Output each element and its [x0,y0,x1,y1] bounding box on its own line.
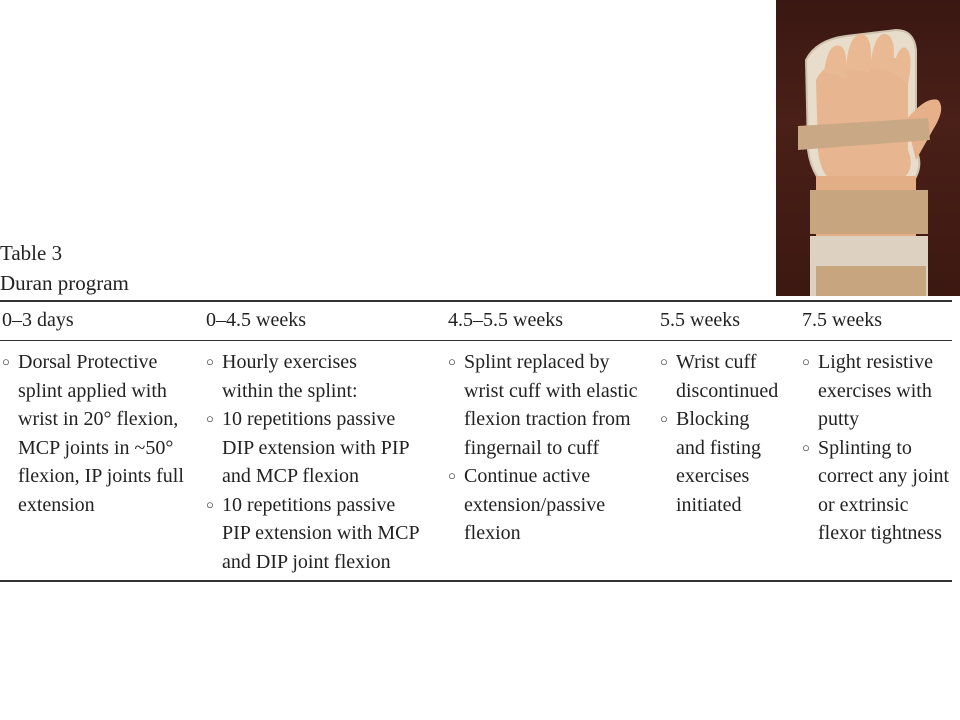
line: splint applied with [18,379,167,402]
header-0-3-days: 0–3 days [2,309,74,331]
header-0-4-5-weeks: 0–4.5 weeks [206,309,306,331]
column-7-5-weeks [802,348,958,548]
line: wrist in 20° flexion, [18,408,179,430]
line: and MCP flexion [222,465,360,487]
list-item [206,348,446,405]
list-item [448,348,653,462]
table-label: Table 3 [0,241,63,265]
bullet-circle-icon: ○ [448,468,456,483]
bullet-circle-icon: ○ [2,354,10,369]
line: wrist cuff with elastic [464,379,638,402]
list-item [660,405,790,519]
list-item [802,434,958,548]
bullet-circle-icon: ○ [660,411,668,426]
header-7-5-weeks: 7.5 weeks [802,309,882,331]
splinted-hand-photo [776,0,960,296]
table-top-rule [0,300,952,302]
line: discontinued [676,379,779,402]
line: extension [18,493,95,516]
table-title: Duran program [0,271,129,295]
hand-in-splint-icon [776,0,960,296]
column-0-3-days [2,348,192,519]
table-bottom-rule [0,580,952,582]
line: and fisting [676,436,761,459]
list-item [2,348,192,519]
bullet-circle-icon: ○ [448,354,456,369]
line: Blocking [676,408,750,430]
list-item [206,405,446,491]
bullet-circle-icon: ○ [206,411,214,426]
line: Continue active [464,465,591,487]
line: PIP extension with MCP [222,522,420,544]
line: Light resistive [818,351,933,373]
bullet-circle-icon: ○ [206,496,214,512]
bullet-circle-icon: ○ [802,439,810,455]
line: flexor tightness [818,522,942,544]
header-4-5-5-5-weeks: 4.5–5.5 weeks [448,309,563,331]
line: DIP extension with PIP [222,436,410,459]
line: MCP joints in ~50° [18,436,174,459]
line: Hourly exercises [222,351,357,373]
bullet-circle-icon: ○ [660,354,668,369]
list-item [660,348,790,405]
table-header-rule [0,340,952,341]
line: and DIP joint flexion [222,550,391,573]
line: flexion [464,522,521,544]
bullet-circle-icon: ○ [206,354,214,369]
line: 10 repetitions passive [222,408,396,430]
line: flexion, IP joints full [18,465,184,487]
line: Splinting to [818,436,912,459]
line: fingernail to cuff [464,436,600,459]
line: or extrinsic [818,493,909,516]
line: putty [818,408,860,430]
line: exercises with [818,379,932,402]
list-item [206,491,446,577]
column-4-5-5-5-weeks [448,348,653,548]
line: 10 repetitions passive [222,493,396,516]
line: Dorsal Protective [18,351,158,373]
line: Wrist cuff [676,351,757,373]
line: initiated [676,493,742,516]
line: correct any joint [818,465,950,487]
column-0-4-5-weeks [206,348,446,576]
line: flexion traction from [464,408,631,430]
line: extension/passive [464,493,606,516]
list-item [448,462,653,548]
column-5-5-weeks [660,348,790,519]
line: Splint replaced by [464,351,610,373]
header-5-5-weeks: 5.5 weeks [660,309,740,331]
table-caption [0,238,129,298]
line: exercises [676,465,750,487]
bullet-circle-icon: ○ [802,354,810,369]
line: within the splint: [222,379,358,402]
list-item [802,348,958,434]
